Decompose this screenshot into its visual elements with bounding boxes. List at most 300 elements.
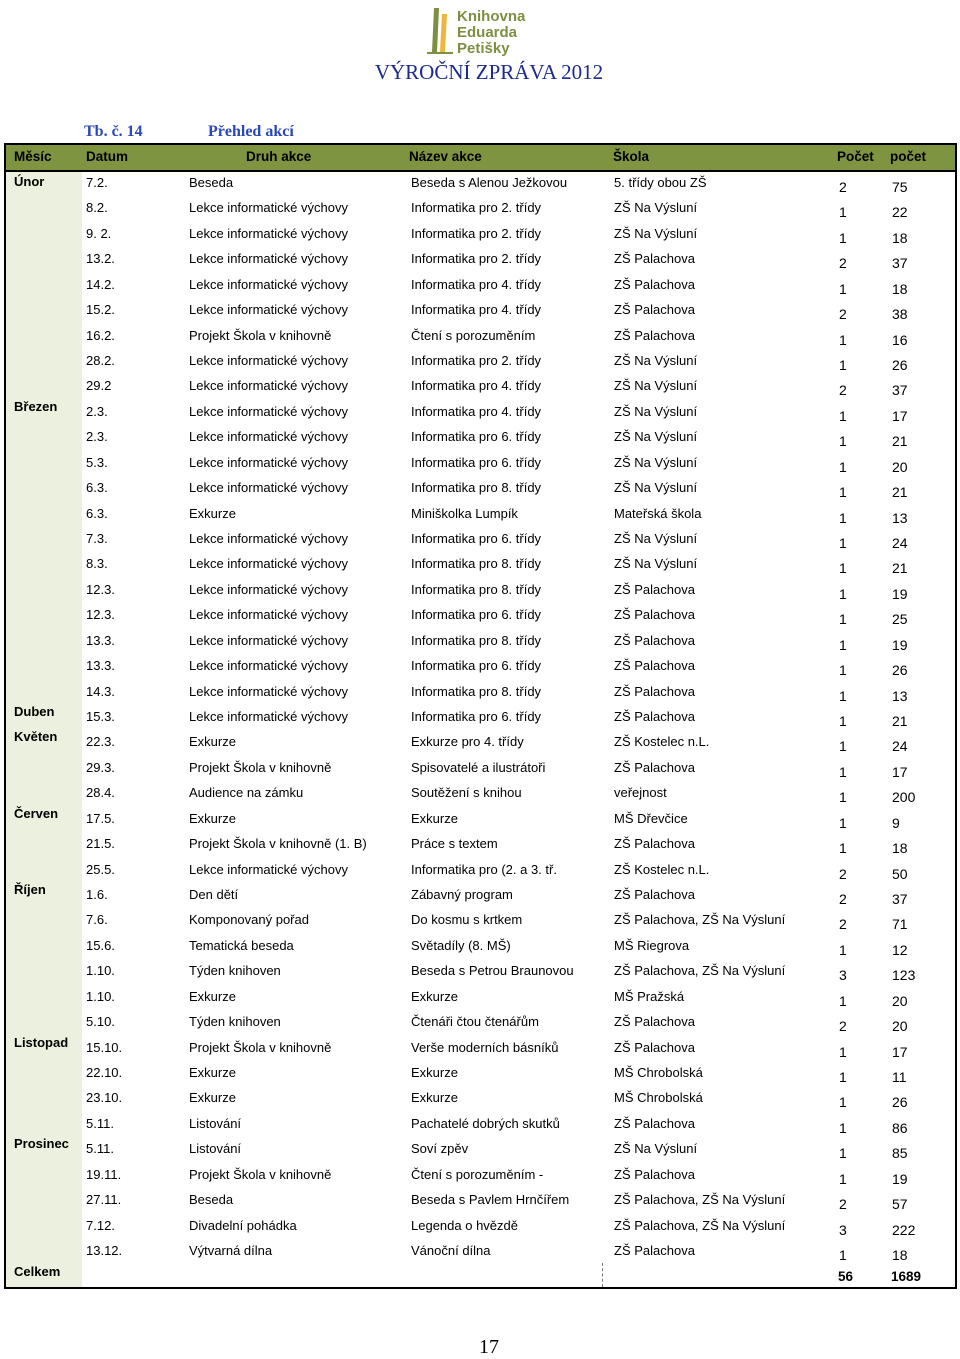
cell-type: Lekce informatické výchovy <box>189 454 348 470</box>
cell-count: 1 <box>839 560 847 577</box>
table-label: Tb. č. 14 <box>84 123 143 140</box>
cell-count: 3 <box>839 1221 847 1238</box>
month-label: Prosinec <box>14 1136 69 1151</box>
table-row <box>6 935 955 960</box>
cell-count: 1 <box>839 357 847 373</box>
cell-count: 1 <box>839 204 847 221</box>
cell-school: ZŠ Palachova <box>614 1014 695 1030</box>
month-label: Listopad <box>14 1035 69 1050</box>
table-row <box>6 630 955 655</box>
cell-type: Exkurze <box>189 505 236 521</box>
cell-school: MŠ Pražská <box>614 988 685 1004</box>
cell-date: 5.10. <box>86 1014 115 1030</box>
cell-people: 19 <box>892 636 908 653</box>
cell-school: ZŠ Palachova <box>614 759 695 775</box>
cell-people: 17 <box>892 407 908 424</box>
cell-date: 7.2. <box>86 175 108 190</box>
header-school: Škola <box>613 149 650 164</box>
cell-date: 15.6. <box>86 937 115 953</box>
cell-people: 85 <box>892 1145 908 1162</box>
cell-count: 2 <box>839 382 847 399</box>
cell-name: Světadíly (8. MŠ) <box>411 937 511 953</box>
cell-people: 19 <box>892 585 908 602</box>
cell-people: 18 <box>892 840 908 857</box>
library-logo <box>425 6 545 57</box>
cell-name: Informatika pro 6. třídy <box>411 658 542 674</box>
cell-date: 19.11. <box>86 1166 122 1182</box>
cell-count: 2 <box>839 306 847 323</box>
table-row <box>6 655 955 680</box>
cell-name: Vánoční dílna <box>411 1243 491 1259</box>
cell-school: ZŠ Palachova <box>614 581 695 597</box>
cell-count: 1 <box>839 1069 847 1086</box>
cell-count: 2 <box>839 891 847 908</box>
logo-text-line2: Eduarda <box>457 24 518 41</box>
cell-type: Lekce informatické výchovy <box>189 556 348 572</box>
cell-people: 37 <box>892 891 908 908</box>
total-count: 56 <box>838 1269 854 1284</box>
cell-count: 1 <box>839 484 847 501</box>
cell-school: ZŠ Na Výsluní <box>614 429 698 445</box>
cell-people: 20 <box>892 1018 908 1035</box>
cell-date: 28.2. <box>86 353 115 368</box>
cell-date: 22.10. <box>86 1065 123 1081</box>
table-row <box>6 452 955 477</box>
cell-school: MŠ Dřevčice <box>614 810 688 826</box>
cell-type: Týden knihoven <box>189 1014 281 1030</box>
cell-date: 5.3. <box>86 454 108 470</box>
table-row <box>6 782 955 807</box>
cell-count: 1 <box>839 407 847 424</box>
cell-date: 1.10. <box>86 988 115 1004</box>
logo-text-line3: Petišky <box>457 40 510 57</box>
cell-people: 18 <box>892 229 908 246</box>
table-header-row <box>6 145 955 170</box>
cell-type: Den dětí <box>189 887 239 903</box>
cell-name: Informatika pro 4. třídy <box>411 276 542 292</box>
cell-count: 1 <box>839 1170 847 1187</box>
cell-name: Informatika pro (2. a 3. tř. <box>411 861 557 877</box>
table-row <box>6 223 955 248</box>
cell-date: 1.6. <box>86 887 108 903</box>
table-row <box>6 1189 955 1214</box>
cell-school: ZŠ Palachova <box>614 1166 695 1182</box>
cell-count: 1 <box>839 840 847 857</box>
cell-name: Beseda s Pavlem Hrnčířem <box>411 1192 570 1208</box>
cell-people: 200 <box>892 789 916 806</box>
cell-type: Audience na zámku <box>189 785 304 801</box>
table-row <box>6 1215 955 1240</box>
cell-school: ZŠ Palachova, ZŠ Na Výsluní <box>614 912 786 928</box>
cell-name: Informatika pro 8. třídy <box>411 632 542 648</box>
cell-name: Exkurze pro 4. třídy <box>411 734 524 750</box>
table-row <box>6 248 955 273</box>
cell-school: ZŠ Palachova <box>614 302 695 318</box>
cell-name: Informatika pro 4. třídy <box>411 302 542 318</box>
cell-type: Divadelní pohádka <box>189 1217 297 1233</box>
cell-type: Lekce informatické výchovy <box>189 353 348 368</box>
cell-date: 6.3. <box>86 480 108 496</box>
table-row <box>6 859 955 884</box>
cell-name: Exkurze <box>411 988 458 1004</box>
cell-count: 1 <box>839 713 847 730</box>
cell-type: Projekt Škola v knihovně <box>189 1166 332 1182</box>
table-row <box>6 833 955 858</box>
cell-date: 12.3. <box>86 581 115 597</box>
cell-type: Projekt Škola v knihovně <box>189 1039 332 1055</box>
cell-date: 8.2. <box>86 200 108 216</box>
table-row <box>6 401 955 426</box>
cell-date: 27.11. <box>86 1192 122 1208</box>
cell-people: 11 <box>892 1069 907 1086</box>
cell-name: Beseda s Petrou Braunovou <box>411 963 574 979</box>
month-label: Celkem <box>14 1264 61 1279</box>
cell-count: 1 <box>839 662 847 679</box>
cell-date: 9. 2. <box>86 225 112 241</box>
cell-type: Beseda <box>189 175 234 190</box>
cell-school: ZŠ Kostelec n.L. <box>614 734 710 750</box>
cell-date: 7.3. <box>86 531 108 547</box>
cell-name: Informatika pro 6. třídy <box>411 531 542 547</box>
cell-people: 21 <box>892 433 908 450</box>
cell-name: Exkurze <box>411 1090 458 1106</box>
cell-school: MŠ Chrobolská <box>614 1090 703 1106</box>
cell-count: 1 <box>839 280 847 297</box>
table-row <box>6 503 955 528</box>
cell-name: Soví zpěv <box>411 1141 469 1157</box>
cell-school: ZŠ Palachova <box>614 327 695 343</box>
table-row <box>6 1240 955 1265</box>
header-people: počet <box>890 149 927 164</box>
cell-people: 19 <box>892 1170 908 1187</box>
cell-school: ZŠ Palachova, ZŠ Na Výsluní <box>614 1217 786 1233</box>
month-label: Říjen <box>14 882 46 897</box>
cell-people: 12 <box>892 941 908 958</box>
cell-name: Čtení s porozuměním - <box>411 1166 544 1182</box>
table-row <box>6 375 955 400</box>
cell-people: 18 <box>892 1247 908 1264</box>
table-row <box>6 477 955 502</box>
cell-name: Informatika pro 4. třídy <box>411 403 542 419</box>
cell-school: ZŠ Palachova <box>614 1115 695 1131</box>
cell-count: 1 <box>839 229 847 246</box>
cell-type: Listování <box>189 1141 242 1157</box>
cell-name: Beseda s Alenou Ježkovou <box>411 175 568 190</box>
cell-count: 1 <box>839 611 847 628</box>
table-row <box>6 172 955 197</box>
cell-name: Zábavný program <box>411 887 513 903</box>
cell-date: 22.3. <box>86 734 115 750</box>
cell-type: Lekce informatické výchovy <box>189 378 348 394</box>
table-row <box>6 1062 955 1087</box>
cell-type: Lekce informatické výchovy <box>189 861 348 877</box>
cell-name: Informatika pro 6. třídy <box>411 709 542 725</box>
cell-count: 1 <box>839 941 847 958</box>
cell-people: 17 <box>892 763 908 780</box>
cell-name: Miniškolka Lumpík <box>411 505 518 521</box>
cell-date: 1.10. <box>86 963 115 979</box>
events-table <box>4 143 957 1289</box>
cell-date: 15.10. <box>86 1039 123 1055</box>
cell-school: ZŠ Palachova <box>614 1039 695 1055</box>
cell-date: 25.5. <box>86 861 115 877</box>
cell-people: 37 <box>892 382 908 399</box>
table-row <box>6 986 955 1011</box>
cell-people: 26 <box>892 662 908 679</box>
total-separator <box>602 1263 603 1287</box>
cell-date: 16.2. <box>86 327 115 343</box>
cell-date: 2.3. <box>86 429 108 445</box>
cell-people: 50 <box>892 865 908 882</box>
cell-school: ZŠ Palachova <box>614 683 695 699</box>
cell-name: Exkurze <box>411 1065 458 1081</box>
cell-type: Výtvarná dílna <box>189 1243 273 1259</box>
table-row <box>6 350 955 375</box>
cell-date: 13.3. <box>86 632 115 648</box>
cell-people: 18 <box>892 280 908 297</box>
cell-count: 1 <box>839 1247 847 1264</box>
cell-name: Legenda o hvězdě <box>411 1217 518 1233</box>
cell-count: 2 <box>839 916 847 933</box>
cell-school: ZŠ Na Výsluní <box>614 200 698 216</box>
cell-date: 14.3. <box>86 683 115 699</box>
page-number: 17 <box>479 1336 499 1358</box>
cell-count: 1 <box>839 535 847 552</box>
cell-count: 1 <box>839 585 847 602</box>
cell-school: ZŠ Palachova <box>614 658 695 674</box>
table-title: Přehled akcí <box>208 123 294 140</box>
table-row <box>6 426 955 451</box>
cell-name: Informatika pro 2. třídy <box>411 200 542 216</box>
cell-name: Čtenáři čtou čtenářům <box>411 1014 539 1030</box>
cell-name: Informatika pro 2. třídy <box>411 353 542 368</box>
cell-type: Listování <box>189 1115 242 1131</box>
table-row <box>6 553 955 578</box>
header-name: Název akce <box>409 149 482 164</box>
cell-school: ZŠ Na Výsluní <box>614 353 698 368</box>
cell-type: Lekce informatické výchovy <box>189 709 348 725</box>
table-row <box>6 299 955 324</box>
cell-type: Týden knihoven <box>189 963 281 979</box>
month-label: Březen <box>14 399 58 414</box>
cell-people: 20 <box>892 992 908 1009</box>
cell-school: veřejnost <box>614 785 667 801</box>
cell-name: Informatika pro 6. třídy <box>411 607 542 623</box>
cell-count: 1 <box>839 1043 847 1060</box>
cell-type: Lekce informatické výchovy <box>189 480 348 496</box>
cell-type: Beseda <box>189 1192 234 1208</box>
cell-count: 1 <box>839 636 847 653</box>
cell-name: Čtení s porozuměním <box>411 327 536 343</box>
cell-count: 1 <box>839 763 847 780</box>
cell-date: 7.6. <box>86 912 108 928</box>
table-row <box>6 960 955 985</box>
cell-name: Informatika pro 8. třídy <box>411 683 542 699</box>
cell-people: 75 <box>892 179 908 195</box>
cell-date: 12.3. <box>86 607 115 623</box>
table-row <box>6 1037 955 1062</box>
cell-count: 1 <box>839 687 847 704</box>
cell-school: ZŠ Palachova <box>614 887 695 903</box>
cell-type: Lekce informatické výchovy <box>189 683 348 699</box>
cell-people: 123 <box>892 967 916 984</box>
cell-type: Lekce informatické výchovy <box>189 225 348 241</box>
cell-count: 1 <box>839 509 847 526</box>
cell-people: 13 <box>892 509 908 526</box>
total-people: 1689 <box>891 1269 922 1284</box>
cell-date: 13.12. <box>86 1243 123 1259</box>
table-row <box>6 706 955 731</box>
cell-school: ZŠ Palachova <box>614 251 695 267</box>
cell-name: Do kosmu s krtkem <box>411 912 523 928</box>
cell-count: 1 <box>839 331 847 348</box>
cell-school: ZŠ Palachova <box>614 836 695 852</box>
cell-school: ZŠ Palachova <box>614 607 695 623</box>
cell-people: 24 <box>892 738 908 755</box>
cell-type: Lekce informatické výchovy <box>189 200 348 216</box>
cell-name: Informatika pro 6. třídy <box>411 429 542 445</box>
cell-name: Informatika pro 8. třídy <box>411 480 542 496</box>
header-count: Počet <box>837 149 874 164</box>
cell-date: 2.3. <box>86 403 108 419</box>
cell-school: ZŠ Na Výsluní <box>614 556 698 572</box>
cell-count: 1 <box>839 433 847 450</box>
cell-name: Informatika pro 2. třídy <box>411 251 542 267</box>
cell-school: ZŠ Palachova, ZŠ Na Výsluní <box>614 1192 786 1208</box>
cell-date: 28.4. <box>86 785 115 801</box>
cell-school: MŠ Chrobolská <box>614 1065 703 1081</box>
cell-people: 24 <box>892 535 908 552</box>
cell-type: Projekt Škola v knihovně (1. B) <box>189 836 367 852</box>
cell-school: ZŠ Palachova <box>614 1243 695 1259</box>
cell-school: ZŠ Palachova <box>614 709 695 725</box>
table-row <box>6 909 955 934</box>
cell-count: 2 <box>839 179 847 195</box>
cell-type: Komponovaný pořad <box>189 912 309 928</box>
cell-date: 21.5. <box>86 836 115 852</box>
cell-people: 20 <box>892 458 908 475</box>
cell-people: 86 <box>892 1119 908 1136</box>
cell-date: 29.2 <box>86 378 112 394</box>
cell-school: ZŠ Na Výsluní <box>614 403 698 419</box>
cell-type: Lekce informatické výchovy <box>189 276 348 292</box>
cell-date: 5.11. <box>86 1141 114 1157</box>
table-row <box>6 528 955 553</box>
cell-school: ZŠ Palachova <box>614 276 695 292</box>
cell-school: ZŠ Na Výsluní <box>614 1141 698 1157</box>
cell-school: Mateřská škola <box>614 505 702 521</box>
cell-count: 2 <box>839 1018 847 1035</box>
cell-name: Práce s textem <box>411 836 498 852</box>
cell-people: 38 <box>892 306 908 323</box>
cell-date: 6.3. <box>86 505 108 521</box>
cell-count: 1 <box>839 738 847 755</box>
table-row <box>6 579 955 604</box>
cell-people: 13 <box>892 687 908 704</box>
cell-people: 22 <box>892 204 908 221</box>
cell-people: 21 <box>892 713 908 730</box>
month-label: Červen <box>14 806 59 821</box>
cell-name: Informatika pro 4. třídy <box>411 378 542 394</box>
month-label: Duben <box>14 704 55 719</box>
table-row <box>6 1087 955 1112</box>
cell-name: Spisovatelé a ilustrátoři <box>411 759 546 775</box>
cell-school: 5. třídy obou ZŠ <box>614 175 707 190</box>
cell-type: Lekce informatické výchovy <box>189 429 348 445</box>
cell-type: Exkurze <box>189 988 236 1004</box>
cell-type: Exkurze <box>189 810 236 826</box>
cell-date: 8.3. <box>86 556 108 572</box>
cell-school: ZŠ Palachova <box>614 632 695 648</box>
cell-people: 21 <box>892 484 908 501</box>
cell-people: 37 <box>892 255 908 272</box>
cell-count: 1 <box>839 1145 847 1162</box>
cell-school: ZŠ Palachova, ZŠ Na Výsluní <box>614 963 786 979</box>
cell-people: 26 <box>892 357 908 373</box>
table-row <box>6 197 955 222</box>
cell-type: Lekce informatické výchovy <box>189 581 348 597</box>
table-row <box>6 808 955 833</box>
cell-school: MŠ Riegrova <box>614 937 690 953</box>
month-label: Květen <box>14 729 58 744</box>
cell-school: ZŠ Na Výsluní <box>614 454 698 470</box>
cell-people: 71 <box>892 916 908 933</box>
cell-count: 2 <box>839 865 847 882</box>
cell-count: 1 <box>839 458 847 475</box>
cell-date: 13.2. <box>86 251 115 267</box>
cell-school: ZŠ Na Výsluní <box>614 480 698 496</box>
cell-count: 1 <box>839 1119 847 1136</box>
cell-count: 1 <box>839 789 847 806</box>
cell-people: 25 <box>892 611 908 628</box>
header-month: Měsíc <box>14 149 52 164</box>
table-row <box>6 884 955 909</box>
cell-name: Informatika pro 8. třídy <box>411 581 542 597</box>
cell-count: 2 <box>839 255 847 272</box>
table-row <box>6 757 955 782</box>
cell-date: 29.3. <box>86 759 115 775</box>
cell-people: 17 <box>892 1043 908 1060</box>
cell-date: 13.3. <box>86 658 115 674</box>
cell-count: 1 <box>839 992 847 1009</box>
table-row <box>6 731 955 756</box>
cell-name: Pachatelé dobrých skutků <box>411 1115 560 1131</box>
cell-people: 21 <box>892 560 908 577</box>
table-row <box>6 681 955 706</box>
cell-date: 15.3. <box>86 709 115 725</box>
report-title: VÝROČNÍ ZPRÁVA 2012 <box>374 60 604 84</box>
cell-name: Informatika pro 2. třídy <box>411 225 542 241</box>
cell-count: 2 <box>839 1196 847 1213</box>
cell-type: Lekce informatické výchovy <box>189 251 348 267</box>
cell-people: 16 <box>892 331 908 348</box>
cell-school: ZŠ Na Výsluní <box>614 378 698 394</box>
cell-type: Projekt Škola v knihovně <box>189 759 332 775</box>
cell-date: 5.11. <box>86 1115 114 1131</box>
cell-date: 14.2. <box>86 276 115 292</box>
cell-name: Soutěžení s knihou <box>411 785 522 801</box>
cell-count: 1 <box>839 1094 847 1111</box>
month-label: Únor <box>14 174 45 189</box>
cell-type: Projekt Škola v knihovně <box>189 327 332 343</box>
header-date: Datum <box>86 149 129 164</box>
cell-type: Lekce informatické výchovy <box>189 531 348 547</box>
cell-date: 7.12. <box>86 1217 115 1233</box>
table-row <box>6 1011 955 1036</box>
cell-type: Exkurze <box>189 1065 236 1081</box>
cell-type: Lekce informatické výchovy <box>189 632 348 648</box>
table-row <box>6 1113 955 1138</box>
